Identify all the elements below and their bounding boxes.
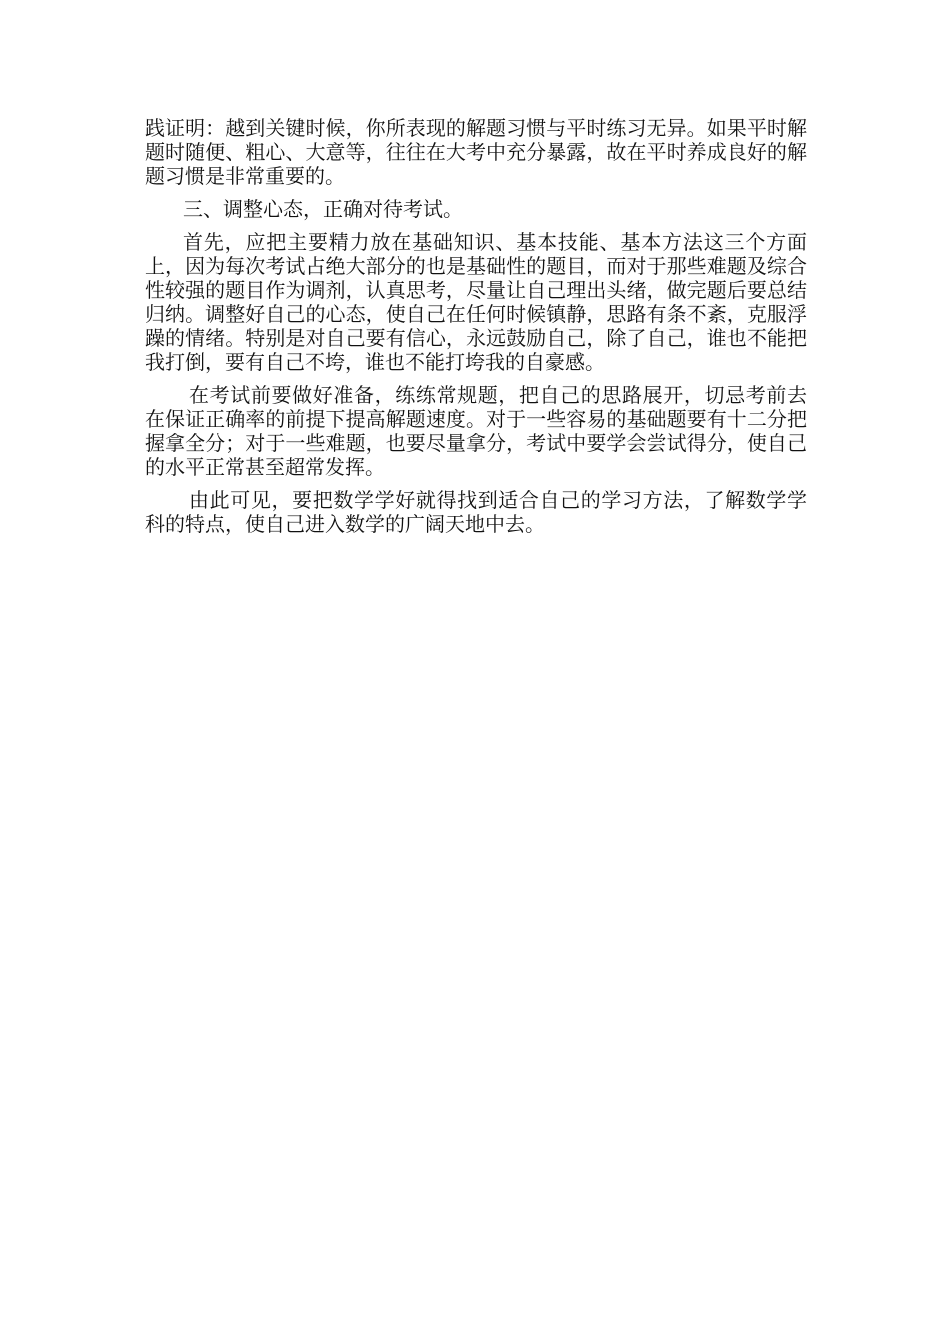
paragraph-continuation: 践证明：越到关键时候，你所表现的解题习惯与平时练习无异。如果平时解题时随便、粗心、大意等，往往在大考中充分暴露，故在平时养成良好的解题习惯是非常重要的。 (145, 116, 807, 188)
paragraph-focus: 首先，应把主要精力放在基础知识、基本技能、基本方法这三个方面上，因为每次考试占绝大部分的也是基础性的题目，而对于那些难题及综合性较强的题目作为调剂，认真思考，尽量让自己理出头绪，做完题后要总结归纳。调整好自己的心态，使自己在任何时候镇静，思路有条不紊，克服浮躁的情绪。特别是对自己要有信心，永远鼓励自己，除了自己，谁也不能把我打倒，要有自己不垮，谁也不能打垮我的自豪感。 (145, 230, 807, 374)
paragraph-conclusion: 由此可见，要把数学学好就得找到适合自己的学习方法，了解数学学科的特点，使自己进入数学的广阔天地中去。 (145, 488, 807, 536)
document-page (145, 116, 807, 545)
paragraph-exam-prep: 在考试前要做好准备，练练常规题，把自己的思路展开，切忌考前去在保证正确率的前提下提高解题速度。对于一些容易的基础题要有十二分把握拿全分；对于一些难题，也要尽量拿分，考试中要学会尝试得分，使自己的水平正常甚至超常发挥。 (145, 383, 807, 479)
section-heading: 三、调整心态，正确对待考试。 (183, 197, 463, 221)
